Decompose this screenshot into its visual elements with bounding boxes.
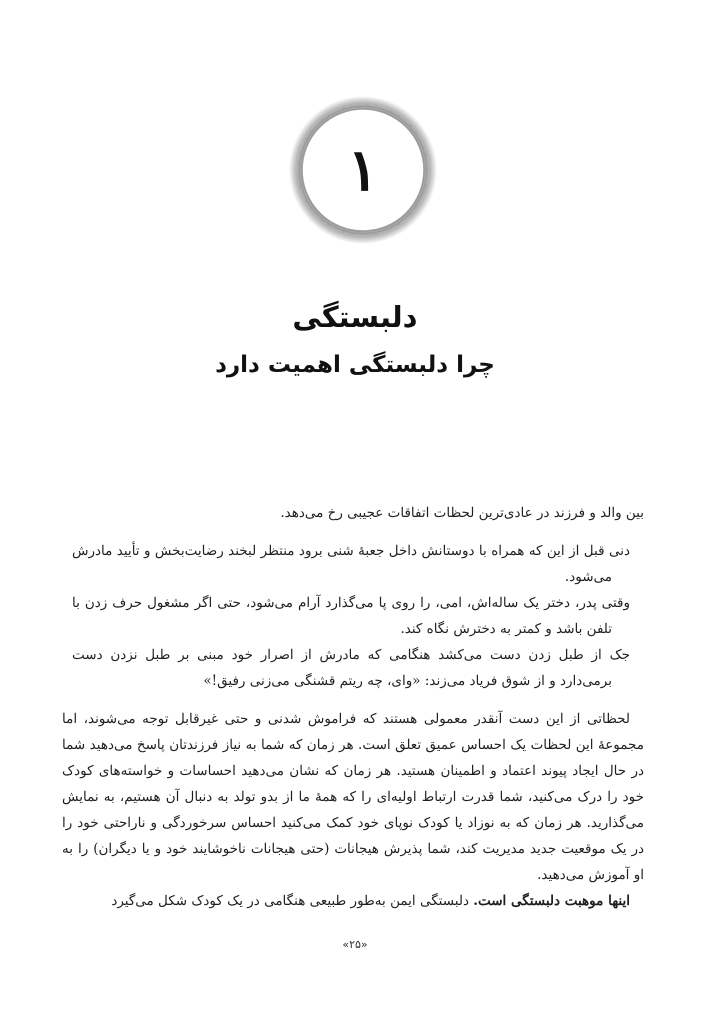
bold-lead-sentence: اینها موهبت دلبستگی است. [473, 893, 630, 909]
chapter-title: دلبستگی [292, 300, 418, 334]
chapter-subtitle: چرا دلبستگی اهمیت دارد [215, 352, 495, 378]
example-item: جک از طبل زدن دست می‌کشد هنگامی که مادرش از اصرار خود مبنی بر طبل نزدن دست برمی‌دارد و از شوق فریاد می‌زند: «وای، چه ریتم قشنگی می‌زنی رفیق!» [72, 647, 630, 689]
page-number: «۲۵» [342, 938, 368, 951]
example-item: دنی قبل از این که همراه با دوستانش داخل جعبهٔ شنی برود منتظر لبخند رضایت‌بخش و تأیید مادرش می‌شود. [72, 543, 630, 585]
chapter-number: ۱ [347, 136, 379, 204]
paragraph-continuation: دلبستگی ایمن به‌طور طبیعی هنگامی در یک کودک شکل می‌گیرد [111, 893, 474, 909]
example-item: وقتی پدر، دختر یک ساله‌اش، امی، را روی پا می‌گذارد آرام می‌شود، حتی اگر مشغول حرف زدن با تلفن باشد و کمتر به دخترش نگاه کند. [72, 595, 630, 637]
body-paragraph-last [62, 888, 644, 914]
body-paragraph: لحظاتی از این دست آنقدر معمولی هستند که فراموش شدنی و حتی غیرقابل توجه می‌شوند، اما مجموعهٔ این لحظات یک احساس عمیق تعلق است. هر زمان که شما به نیاز فرزندتان پاسخ می‌دهید شما در حال ایجاد پیوند اعتماد و اطمینان هستید. هر زمان که نشان می‌دهید احساسات و خواسته‌های کودک خود را درک می‌کنید، شما قدرت ارتباط اولیه‌ای را که همهٔ ما از بدو تولد به دنبال آن هستیم، به نمایش می‌گذارید. هر زمان که به نوزاد یا کودک نوپای خود کمک می‌کنید احساس سرخوردگی و ناراحتی خود را در یک موقعیت جدید مدیریت کند، شما پذیرش هیجانات (حتی هیجانات ناخوشایند خود و یا دیگران) را به او آموزش می‌دهید. [62, 711, 644, 883]
intro-sentence: بین والد و فرزند در عادی‌ترین لحظات اتفاقات عجیبی رخ می‌دهد. [280, 505, 644, 521]
